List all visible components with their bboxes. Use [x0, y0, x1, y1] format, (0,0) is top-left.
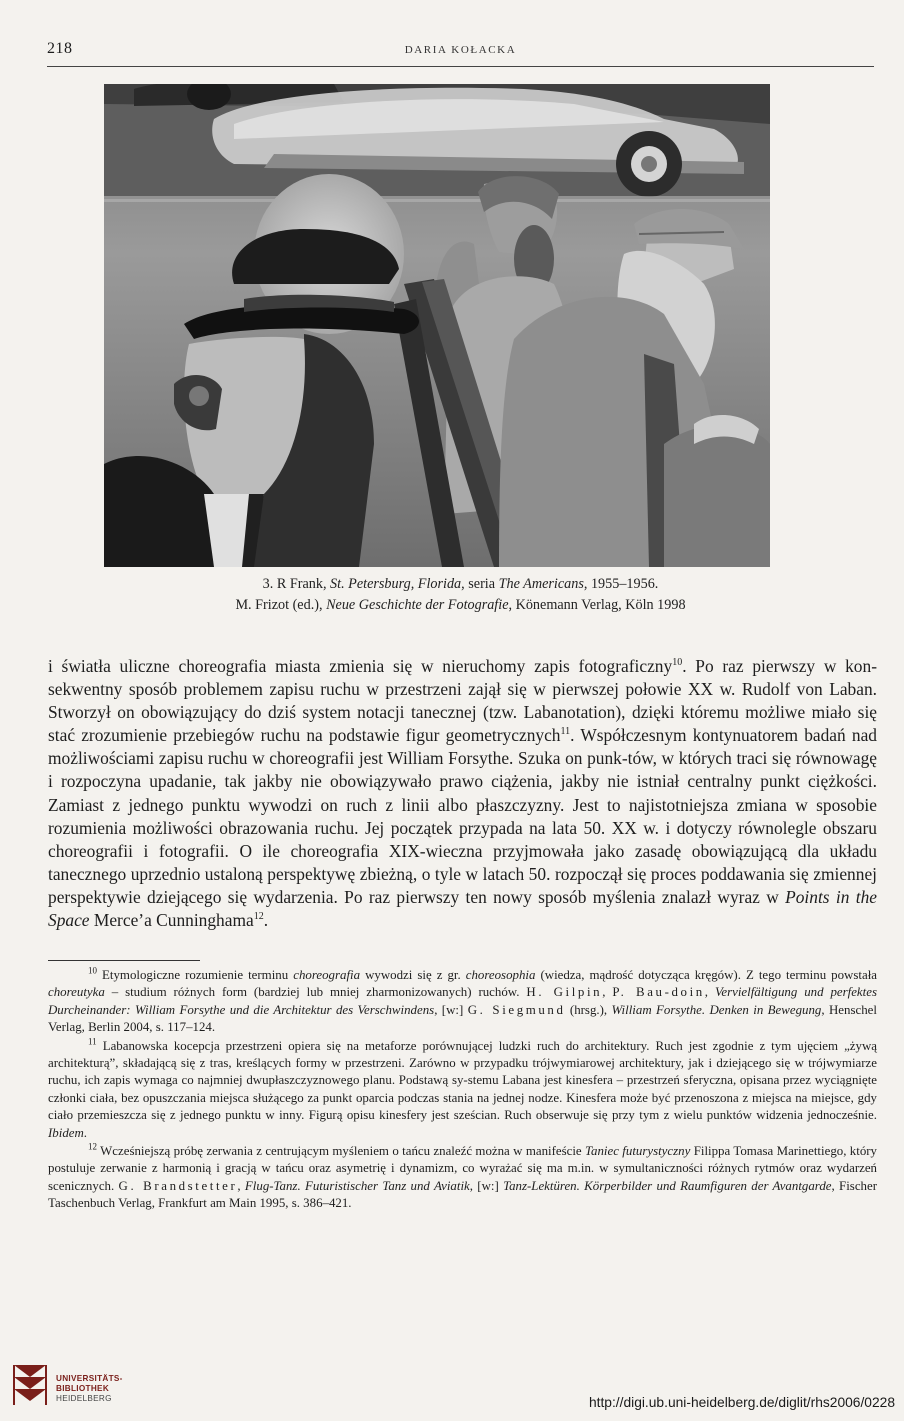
- caption-line-1: 3. R Frank, St. Petersburg, Florida, seria The Americans, 1955–1956.: [262, 576, 659, 592]
- library-logo-icon: [10, 1361, 50, 1409]
- footnote-12: $^{12}$ Wcześniejszą próbę zerwania z centrującym myśleniem o tańcu znaleźć można w manifeście Taniec futurystyczny Filippa Tomasa Marinettiego, który postuluje zerwanie z harmonią i gracją w tańcu oraz asymetrię i dynamizm, co wyrażać się ma m.in. w symultaniczności różnych rytmów oraz wydarzeń scenicznych. G. Brandstetter, Flug-Tanz. Futuristischer Tanz und Aviatik, [w:] Tanz-Lektüren. Körperbilder und Raumfiguren der Avantgarde, Fischer Taschenbuch Verlag, Frankfurt am Main 1995, s. 386–421.: [48, 1141, 878, 1211]
- body-text: [48, 655, 877, 932]
- footnote-11: $^{11}$ Labanowska kocepcja przestrzeni opiera się na metaforze porównującej ludzki ruch do architektury. Ruch jest zgodnie z tym ujęciem „żywą architekturą”, składającą się z tras, kreślących formy w przestrzeni. Zarówno w przypadku trójwymiarowej architektury, jak i dziejącego się w trójwymiarze ruchu, ich zapis wymaga co najmniej dwupłaszczyznowego planu. Podstawą sy-stemu Labana jest kinesfera – przestrzeń sferyczna, opisana przez wyciągnięte członki ciała, bez opuszczania miejsca służącego za punkt oparcia podczas stania na jednej nodze. Kinesfera może być przenoszona z miejsca na miejsce, gdy ciało przemieszcza się z jednego punktu w inny. Figurą opisu kinesfery jest sześcian. Ruch obserwuje się przy tym z wielu punktów widzenia jednocześnie. Ibidem.: [48, 1036, 877, 1140]
- footnote-divider: [48, 960, 200, 961]
- photograph: [104, 84, 770, 567]
- footnote-ref-11: 11: [560, 726, 571, 738]
- library-logo: [10, 1361, 140, 1413]
- running-head: DARIA KOŁACKA: [404, 44, 517, 56]
- footnotes: [48, 967, 877, 1214]
- library-logo-text: UNIVERSITÄTS- BIBLIOTHEK HEIDELBERG: [56, 1374, 123, 1403]
- footnote-ref-12: 12: [253, 911, 264, 923]
- footnote-ref-10: 10: [672, 657, 683, 669]
- footnote-10: $^{10}$ Etymologiczne rozumienie terminu choreografia wywodzi się z gr. choreosophia (wiedza, mądrość dotycząca kręgów). Z tego terminu powstała choreutyka – studium różnych form (bardziej lub mniej zharmonizowanych) ruchów. H. Gilpin, P. Bau-doin, Vervielfältigung und perfektes Durcheinander: William Forsythe und die Architektur des Verschwindens, [w:] G. Siegmund (hrsg.), William Forsythe. Denken in Bewegung, Henschel Verlag, Berlin 2004, s. 117–124.: [48, 965, 877, 1035]
- source-url[interactable]: http://digi.ub.uni-heidelberg.de/diglit/rhs2006/0228: [588, 1395, 895, 1410]
- figure-caption: [47, 574, 874, 616]
- paragraph: i światła uliczne choreografia miasta zmienia się w nieruchomy zapis fotograficzny$^{10}$. Po raz pierwszy w kon-sekwentny sposób problemem zapisu ruchu w przestrzeni zajął się w pierwszej połowie XX w. Rudolf von Laban. Stworzył on obowiązujący do dziś system notacji tanecznej (tzw. Labanotation), dzięki któremu możliwe miało się stać zrozumienie przebiegów ruchu na podstawie figur geometrycznych$^{11}$. Współczesnym kontynuatorem badań nad możliwościami zapisu ruchu w choreografii jest William Forsythe. Szuka on punk-tów, w których traci się równowagę i rozpoczyna upadanie, tak jakby nie obowiązywało prawo ciążenia, jakby nie istniał centralny punkt ciężkości. Zamiast z jednego punktu wywodzi on ruch z linii albo płaszczyzny. Jest to najistotniejsza zmiana w sposobie rozumienia możliwości obrazowania ruchu. Jej początek przypada na lata 50. XX w. i dotyczy równolegle obszaru choreografii i fotografii. O ile choreografia XIX-wieczna przyjmowała jako zasadę obowiązującą dla układu tanecznego uprzednio ustaloną perspektywę zbieżną, o tyle w latach 50. rozpoczął się proces poddawania się zmiennej perspektywie dziejącego się wydarzenia. Po raz pierwszy ten nowy sposób myślenia znalazł wyraz w Points in the Space Merce’a Cunninghama$^{12}$.: [48, 656, 877, 931]
- page-header: [47, 40, 874, 67]
- caption-line-2: M. Frizot (ed.), Neue Geschichte der Fotografie, Könemann Verlag, Köln 1998: [235, 597, 686, 613]
- page-number: 218: [47, 40, 73, 57]
